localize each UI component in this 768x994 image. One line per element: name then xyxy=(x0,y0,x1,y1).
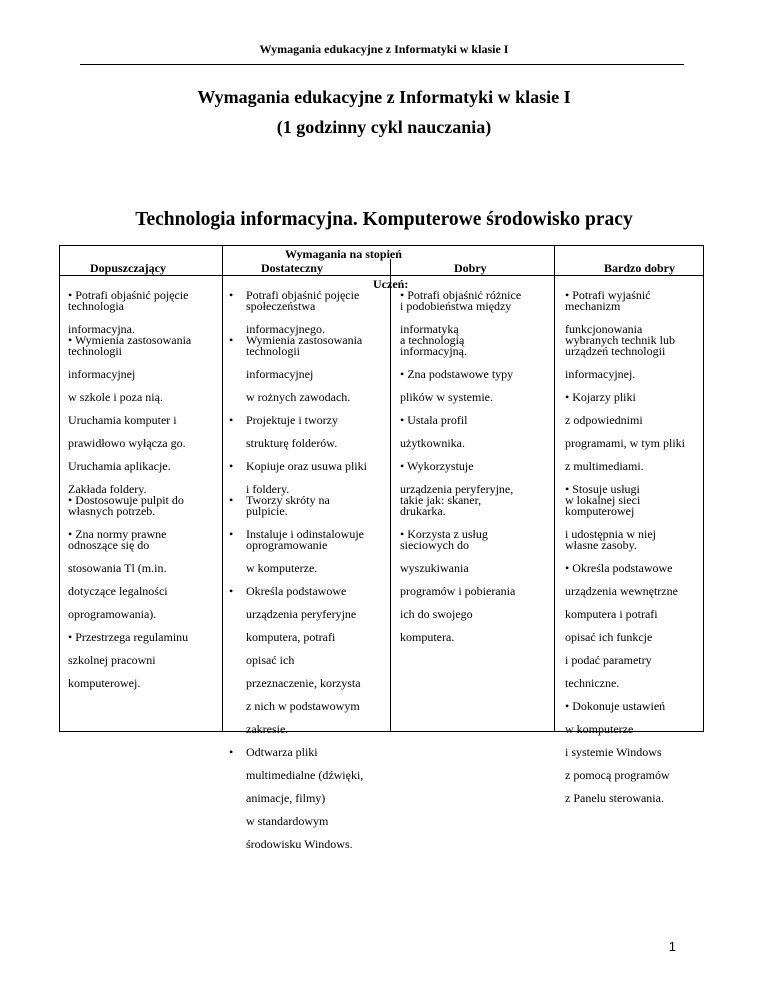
list-item: sieciowych do xyxy=(400,538,469,552)
list-item: ich do swojego xyxy=(400,607,473,621)
list-item: • Stosuje usługi xyxy=(565,482,640,496)
list-item: • Dostosowuje pulpit do xyxy=(68,493,184,507)
list-item: • Zna podstawowe typy xyxy=(400,367,514,381)
list-item: mechanizm xyxy=(565,299,621,313)
list-item: technologii xyxy=(68,344,122,358)
list-item: urządzenia peryferyjne xyxy=(246,607,357,621)
list-item: z nich w podstawowym xyxy=(246,699,360,713)
list-item: informacyjnej xyxy=(68,367,136,381)
list-item: Odtwarza pliki xyxy=(246,745,318,759)
document-title: Wymagania edukacyjne z Informatyki w klasie I xyxy=(197,87,571,107)
list-item: Kopiuje oraz usuwa pliki xyxy=(246,459,367,473)
list-item: użytkownika. xyxy=(400,436,465,450)
table-intro: Uczeń: xyxy=(373,277,409,291)
list-item: Projektuje i tworzy xyxy=(246,413,338,427)
list-item: pulpicie. xyxy=(246,504,288,518)
list-item: technologia xyxy=(68,299,124,313)
list-item: • Ustala profil xyxy=(400,413,468,427)
header-rule xyxy=(80,64,684,65)
column-divider xyxy=(390,246,391,731)
list-item: informacyjna. xyxy=(68,322,135,336)
list-item: Uruchamia aplikacje. xyxy=(68,459,171,473)
list-item: środowisku Windows. xyxy=(246,837,353,851)
bullet-marker: • xyxy=(229,288,234,302)
list-item: odnoszące się do xyxy=(68,538,150,552)
list-item: • Potrafi wyjaśnić xyxy=(565,288,651,302)
list-item: i foldery. xyxy=(246,482,290,496)
list-item: techniczne. xyxy=(565,676,620,690)
list-item: i podać parametry xyxy=(565,653,652,667)
running-header: Wymagania edukacyjne z Informatyki w klasie I xyxy=(259,42,509,56)
list-item: Zakłada foldery. xyxy=(68,482,147,496)
list-item: Uruchamia komputer i xyxy=(68,413,177,427)
list-item: szkolnej pracowni xyxy=(68,653,156,667)
section-title: Technologia informacyjna. Komputerowe środowisko pracy xyxy=(135,209,633,230)
list-item: funkcjonowania xyxy=(565,322,643,336)
list-item: • Potrafi objaśnić różnice xyxy=(400,288,522,302)
requirements-table xyxy=(59,245,704,851)
list-item: w standardowym xyxy=(246,814,329,828)
list-item: programów i pobierania xyxy=(400,584,516,598)
list-item: komputera, potrafi xyxy=(246,630,336,644)
list-item: w komputerze. xyxy=(246,561,318,575)
list-item: • Potrafi objaśnić pojęcie xyxy=(68,288,189,302)
list-item: takie jak: skaner, xyxy=(400,493,482,507)
list-item: w rożnych zawodach. xyxy=(246,390,351,404)
list-item: • Wymienia zastosowania xyxy=(68,333,192,347)
list-item: • Określa podstawowe xyxy=(565,561,673,575)
list-item: • Wykorzystuje xyxy=(400,459,474,473)
list-item: urządzenia peryferyjne, xyxy=(400,482,514,496)
list-item: informacyjnej xyxy=(246,367,314,381)
list-item: i systemie Windows xyxy=(565,745,662,759)
list-item: plików w systemie. xyxy=(400,390,493,404)
list-item: komputera i potrafi xyxy=(565,607,658,621)
list-item: w szkole i poza nią. xyxy=(68,390,163,404)
list-item: społeczeństwa xyxy=(246,299,316,313)
list-item: Potrafi objaśnić pojęcie xyxy=(246,288,360,302)
list-item: informacyjną. xyxy=(400,344,467,358)
list-item: informacyjnego. xyxy=(246,322,325,336)
column-header-dopuszczajacy: Dopuszczający xyxy=(90,261,166,275)
list-item: Instaluje i odinstalowuje xyxy=(246,527,364,541)
column-header-dostateczny: Dostateczny xyxy=(261,261,323,275)
list-item: z odpowiednimi xyxy=(565,413,643,427)
list-item: z multimediami. xyxy=(565,459,644,473)
list-item: Wymienia zastosowania xyxy=(246,333,363,347)
bullet-marker: • xyxy=(229,745,234,759)
list-item: • Zna normy prawne xyxy=(68,527,167,541)
list-item: drukarka. xyxy=(400,504,446,518)
list-item: opisać ich xyxy=(246,653,295,667)
list-item: i udostępnia w niej xyxy=(565,527,656,541)
list-item: z pomocą programów xyxy=(565,768,670,782)
bullet-marker: • xyxy=(229,584,234,598)
list-item: oprogramowanie xyxy=(246,538,328,552)
list-item: zakresie. xyxy=(246,722,289,736)
list-item: wyszukiwania xyxy=(400,561,469,575)
list-item: opisać ich funkcje xyxy=(565,630,653,644)
list-item: prawidłowo wyłącza go. xyxy=(68,436,186,450)
list-item: w lokalnej sieci xyxy=(565,493,641,507)
list-item: • Kojarzy pliki xyxy=(565,390,636,404)
list-item: własne zasoby. xyxy=(565,538,637,552)
list-item: • Dokonuje ustawień xyxy=(565,699,666,713)
page-number: 1 xyxy=(668,939,676,954)
list-item: stosowania Tl (m.in. xyxy=(68,561,167,575)
list-item: strukturę folderów. xyxy=(246,436,338,450)
list-item: • Korzysta z usług xyxy=(400,527,488,541)
column-header-bardzo-dobry: Bardzo dobry xyxy=(604,261,676,275)
list-item: komputerowej. xyxy=(68,676,141,690)
list-item: oprogramowania). xyxy=(68,607,157,621)
column-header-dobry: Dobry xyxy=(454,261,487,275)
list-item: urządzenia wewnętrzne xyxy=(565,584,678,598)
bullet-marker: • xyxy=(229,527,234,541)
group-header: Wymagania na stopień xyxy=(285,247,402,261)
bullet-marker: • xyxy=(229,333,234,347)
list-item: programami, w tym pliki xyxy=(565,436,685,450)
list-item: multimedialne (dźwięki, xyxy=(246,768,364,782)
list-item: w komputerze xyxy=(565,722,634,736)
list-item: Określa podstawowe xyxy=(246,584,347,598)
list-item: • Przestrzega regulaminu xyxy=(68,630,189,644)
list-item: informatyką xyxy=(400,322,459,336)
list-item: własnych potrzeb. xyxy=(68,504,156,518)
list-item: Tworzy skróty na xyxy=(246,493,330,507)
list-item: dotyczące legalności xyxy=(68,584,168,598)
column-divider xyxy=(222,246,223,731)
list-item: wybranych technik lub xyxy=(565,333,675,347)
bullet-marker: • xyxy=(229,493,234,507)
list-item: przeznaczenie, korzysta xyxy=(246,676,361,690)
list-item: technologii xyxy=(246,344,300,358)
list-item: a technologią xyxy=(400,333,465,347)
list-item: komputerowej xyxy=(565,504,635,518)
list-item: animacje, filmy) xyxy=(246,791,326,805)
document-subtitle: (1 godzinny cykl nauczania) xyxy=(276,117,492,137)
list-item: i podobieństwa między xyxy=(400,299,512,313)
list-item: informacyjnej. xyxy=(565,367,636,381)
list-item: komputera. xyxy=(400,630,455,644)
list-item: urządzeń technologii xyxy=(565,344,666,358)
bullet-marker: • xyxy=(229,459,234,473)
list-item: z Panelu sterowania. xyxy=(565,791,664,805)
bullet-marker: • xyxy=(229,413,234,427)
column-divider xyxy=(554,246,555,731)
